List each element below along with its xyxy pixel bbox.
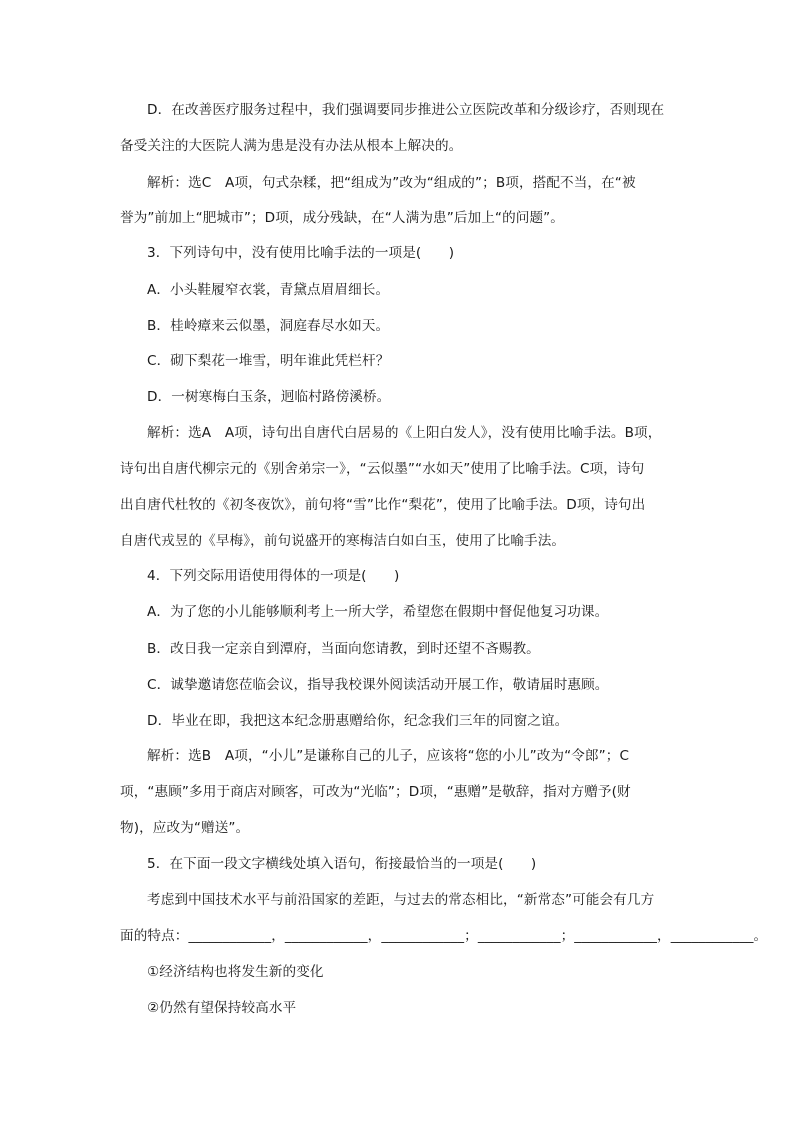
analysis-2-line-2: 誉为”前加上“肥城市”；D项，成分残缺，在“人满为患”后加上“的问题”。: [120, 210, 564, 226]
analysis-4-line-2: 项，“惠顾”多用于商店对顾客，可改为“光临”；D项，“惠赠”是敬辞，指对方赠予(财: [120, 784, 631, 800]
question-5-item-1: ①经济结构也将发生新的变化: [147, 964, 324, 980]
analysis-3-line-4: 自唐代戎昱的《早梅》，前句说盛开的寒梅洁白如白玉，使用了比喻手法。: [120, 533, 566, 549]
question-5-item-2: ②仍然有望保持较高水平: [147, 1000, 297, 1016]
question-3-option-a: A．小头鞋履窄衣裳，青黛点眉眉细长。: [147, 282, 390, 298]
question-3-option-d: D．一树寒梅白玉条，迥临村路傍溪桥。: [147, 389, 391, 405]
analysis-4-line-3: 物)，应改为“赠送”。: [120, 820, 250, 836]
question-5-stem: 5．在下面一段文字横线处填入语句，衔接最恰当的一项是( ): [147, 856, 537, 872]
question-3-option-c: C．砌下梨花一堆雪，明年谁此凭栏杆？: [147, 353, 390, 369]
question-5-passage-line-2: 面的特点：____________，____________，____________；____________；____________，____________。: [120, 928, 768, 944]
question-3-option-b: B．桂岭瘴来云似墨，洞庭春尽水如天。: [147, 318, 390, 334]
question-4-option-b: B．改日我一定亲自到潭府，当面向您请教，到时还望不吝赐教。: [147, 641, 540, 657]
question-3-stem: 3．下列诗句中，没有使用比喻手法的一项是( ): [147, 245, 455, 261]
question-4-option-d: D．毕业在即，我把这本纪念册惠赠给你，纪念我们三年的同窗之谊。: [147, 713, 569, 729]
question-4-option-a: A．为了您的小儿能够顺利考上一所大学，希望您在假期中督促他复习功课。: [147, 604, 609, 620]
question-4-option-c: C．诚挚邀请您莅临会议，指导我校课外阅读活动开展工作，敬请届时惠顾。: [147, 677, 609, 693]
question-5-passage-line-1: 考虑到中国技术水平与前沿国家的差距，与过去的常态相比，“新常态”可能会有几方: [147, 892, 655, 908]
option-d-line-1: D．在改善医疗服务过程中，我们强调要同步推进公立医院改革和分级诊疗，否则现在: [147, 102, 665, 118]
analysis-2-line-1: 解析：选C A项，句式杂糅，把“组成为”改为“组成的”；B项，搭配不当，在“被: [147, 175, 636, 191]
option-d-line-2: 备受关注的大医院人满为患是没有办法从根本上解决的。: [120, 138, 463, 154]
analysis-4-line-1: 解析：选B A项，“小儿”是谦称自己的儿子，应该将“您的小儿”改为“令郎”；C: [147, 748, 630, 764]
analysis-3-line-1: 解析：选A A项，诗句出自唐代白居易的《上阳白发人》，没有使用比喻手法。B项，: [147, 425, 662, 441]
question-4-stem: 4．下列交际用语使用得体的一项是( ): [147, 568, 400, 584]
analysis-3-line-2: 诗句出自唐代柳宗元的《别舍弟宗一》，“云似墨”“水如天”使用了比喻手法。C项，诗句: [120, 461, 645, 477]
analysis-3-line-3: 出自唐代杜牧的《初冬夜饮》，前句将“雪”比作“梨花”，使用了比喻手法。D项，诗句出: [120, 497, 646, 513]
